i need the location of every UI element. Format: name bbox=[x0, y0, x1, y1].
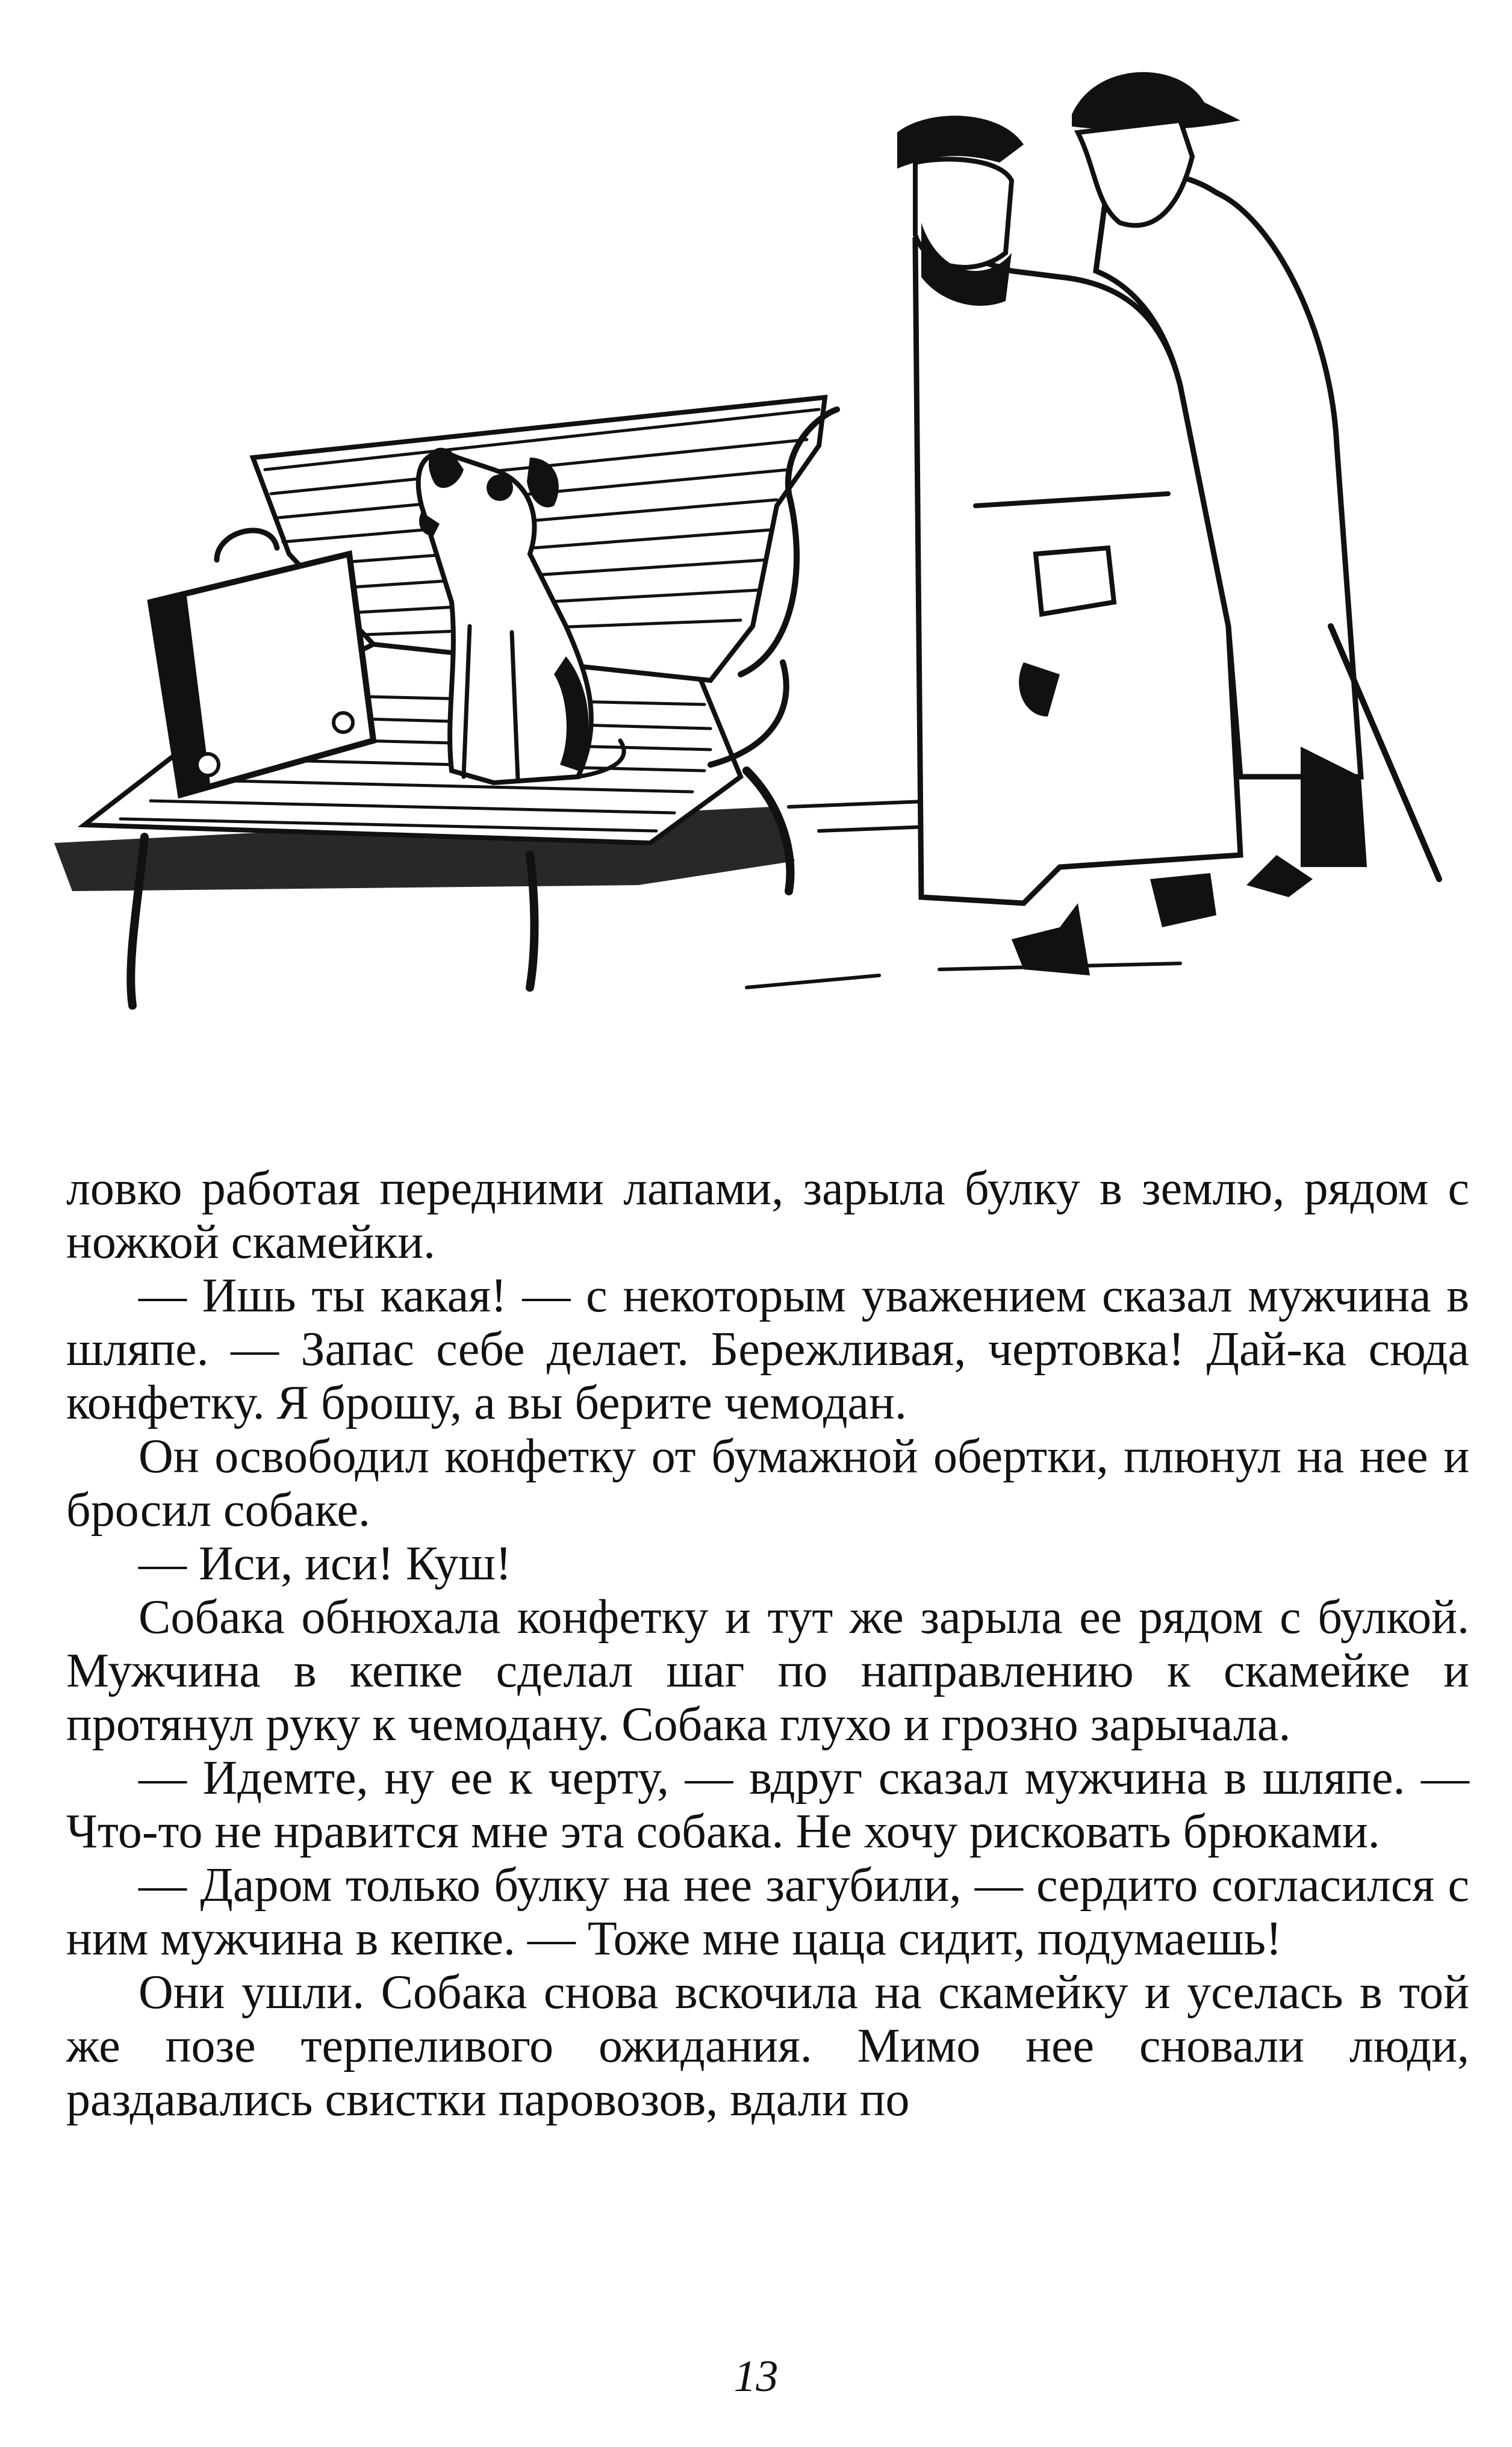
page-number: 13 bbox=[733, 2352, 779, 2401]
paragraph: — Идемте, ну ее к черту, — вдруг сказал мужчина в шляпе. — Что-то не нравится мне эта собака. Не хочу рисковать брюками. bbox=[66, 1752, 1469, 1858]
paragraph: — Иси, иси! Куш! bbox=[138, 1537, 512, 1590]
paragraph: Он освободил конфетку от бумажной обертки, плюнул на нее и бросил собаке. bbox=[66, 1430, 1469, 1537]
body-text bbox=[66, 1162, 1469, 2127]
paragraph: Собака обнюхала конфетку и тут же зарыла ее рядом с булкой. Мужчина в кепке сделал шаг по направлению к скамейке и протянул руку к чемодану. Собака глухо и грозно зарычала. bbox=[66, 1591, 1469, 1751]
paragraph: — Даром только булку на нее загубили, — сердито согласился с ним мужчина в кепке. — Тоже мне цаца сидит, подумаешь! bbox=[66, 1859, 1469, 1965]
paragraph: Они ушли. Собака снова вскочила на скамейку и уселась в той же позе терпеливого ожидания. Мимо нее сновали люди, раздавались свистки паровозов, вдали по bbox=[66, 1966, 1469, 2126]
paragraph: — Ишь ты какая! — с некоторым уважением сказал мужчина в шляпе. — Запас себе делает. Бережливая, чертовка! Дай-ка сюда конфетку. Я брошу, а вы берите чемодан. bbox=[66, 1269, 1469, 1429]
illustration-dog-on-bench bbox=[36, 24, 1481, 1048]
paragraph: ловко работая передними лапами, зарыла булку в землю, рядом с ножкой скамейки. bbox=[66, 1162, 1469, 1269]
